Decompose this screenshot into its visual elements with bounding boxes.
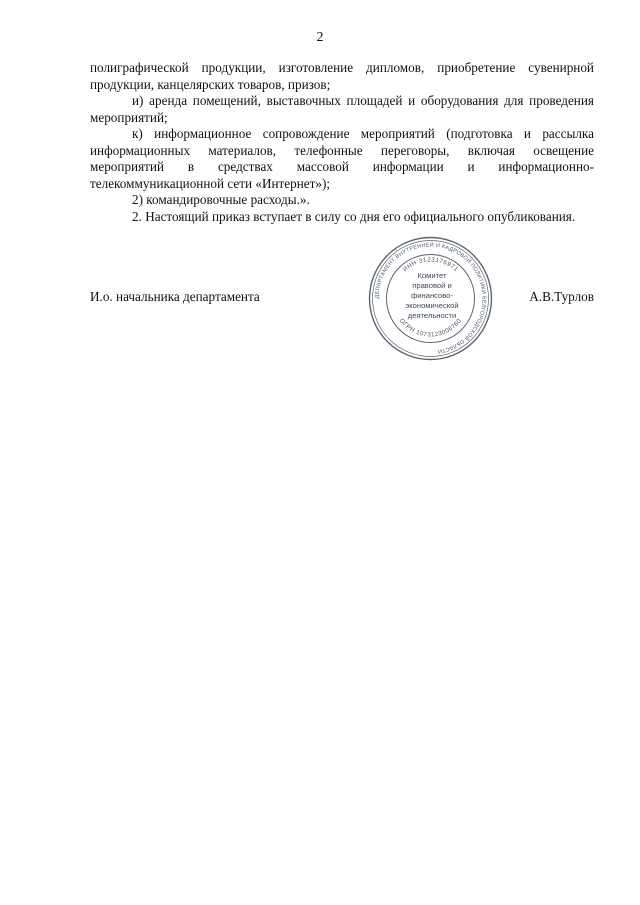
svg-text:правовой и: правовой и xyxy=(412,281,452,290)
page-number: 2 xyxy=(316,30,324,45)
svg-text:деятельности: деятельности xyxy=(407,311,457,320)
paragraph-continuation: полиграфической продукции, изготовление дипломов, приобретение сувенирной продукции, канцелярских товаров, призов; xyxy=(90,60,594,92)
svg-text:финансово-: финансово- xyxy=(411,291,453,300)
svg-text:экономической: экономической xyxy=(405,301,459,310)
svg-text:Комитет: Комитет xyxy=(417,271,447,280)
document-body xyxy=(90,60,594,225)
paragraph-clause-2: 2. Настоящий приказ вступает в силу со дня его официального опубликования. xyxy=(132,208,576,224)
seal-outer-text: ДЕПАРТАМЕНТ ВНУТРЕННЕЙ И КАДРОВОЙ ПОЛИТИКИ БЕЛГОРОДСКОЙ ОБЛАСТИ xyxy=(374,242,487,355)
seal-graphic xyxy=(368,236,493,361)
seal-inn: ИНН 3123176971 xyxy=(401,256,460,274)
paragraph-item-i: и) аренда помещений, выставочных площадей и оборудования для проведения мероприятий; xyxy=(90,93,594,125)
paragraph-item-2: 2) командировочные расходы.». xyxy=(132,192,310,207)
paragraph-item-k: к) информационное сопровождение мероприятий (подготовка и рассылка информационных материалов, телефонные переговоры, включая освещение мероприятий в средствах массовой информации и информационно-телекоммуникационной сети «Интернет»); xyxy=(90,126,594,191)
official-seal xyxy=(368,236,493,361)
seal-ogrn: ОГРН 1073123006760 xyxy=(397,317,464,339)
seal-center-text xyxy=(405,271,458,320)
signer-name: А.В.Турлов xyxy=(529,289,594,304)
signer-position: И.о. начальника департамента xyxy=(90,289,260,304)
